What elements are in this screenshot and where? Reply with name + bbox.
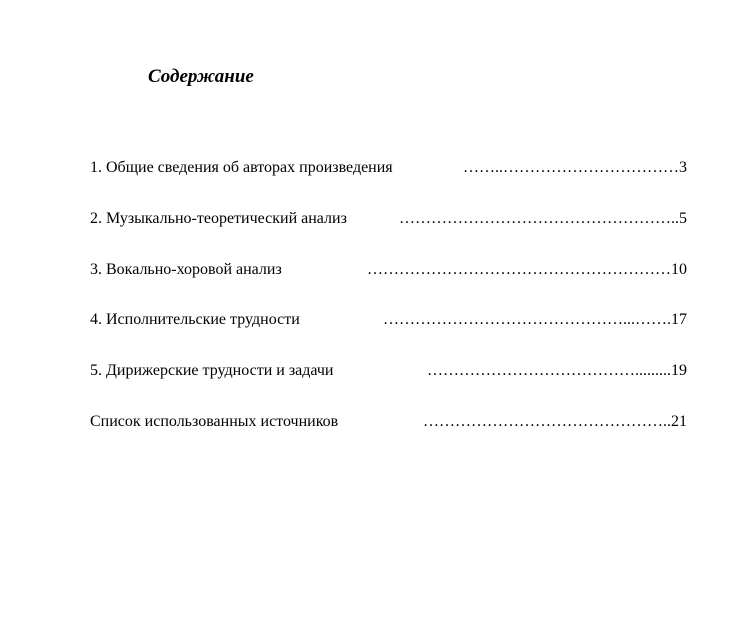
table-of-contents [90, 159, 687, 464]
toc-leader [338, 413, 671, 431]
toc-entry-page: 10 [671, 260, 687, 278]
toc-entry-page: 19 [671, 362, 687, 380]
toc-leader [347, 210, 679, 228]
toc-entry-title: 4. Исполнительские трудности [90, 311, 300, 329]
toc-entry-title: 1. Общие сведения об авторах произведения [90, 159, 393, 176]
toc-entry-title: 2. Музыкально-теоретический анализ [90, 209, 347, 227]
toc-leader [333, 362, 671, 380]
toc-leader-dots: ……..…………………………… [463, 159, 679, 176]
toc-entry-page: 21 [671, 412, 687, 430]
toc-leader-dots: ………………………………………………… [367, 260, 671, 278]
toc-leader [300, 311, 671, 329]
toc-entry [90, 261, 687, 312]
toc-leader-dots: …………………………………………….. [399, 209, 679, 227]
toc-entry-title: Список использованных источников [90, 412, 339, 430]
toc-entry-page: 5 [679, 209, 687, 227]
toc-leader-dots: ………………………………………...……. [383, 311, 671, 329]
toc-entry [90, 311, 687, 362]
toc-entry [90, 362, 687, 413]
toc-heading: Содержание [148, 66, 254, 87]
toc-entry-title: 3. Вокально-хоровой анализ [90, 260, 282, 278]
toc-entry-page: 17 [671, 311, 687, 329]
toc-leader [282, 261, 671, 279]
toc-entry-page: 3 [679, 159, 687, 176]
toc-entry [90, 413, 687, 464]
toc-entry [90, 159, 687, 210]
toc-leader [393, 159, 679, 177]
toc-leader-dots: …………………………………......... [427, 362, 671, 380]
toc-entry-title: 5. Дирижерские трудности и задачи [90, 362, 334, 380]
toc-leader-dots: ……………………………………….. [423, 412, 671, 430]
toc-entry [90, 210, 687, 261]
